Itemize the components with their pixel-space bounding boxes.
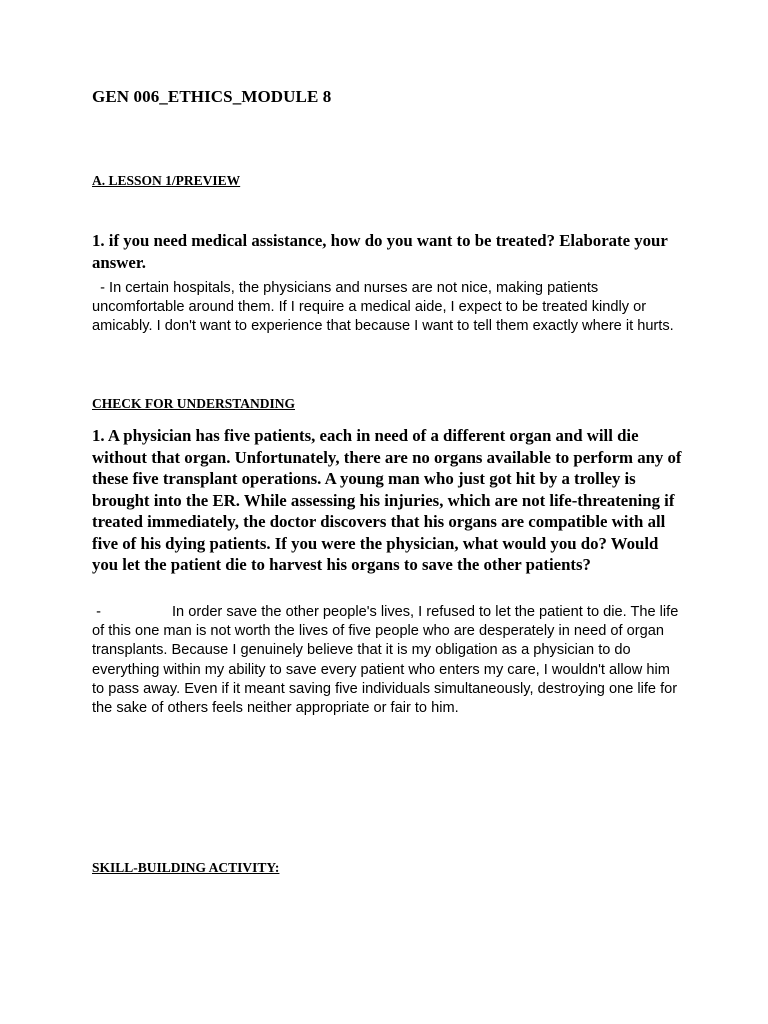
check-for-understanding-question: 1. A physician has five patients, each in need of a different organ and will die without that organ. Unfortunately, there are no organs available to perform any of these five transplant operations. A young man who just got hit by a trolley is brought into the ER. While assessing his injuries, which are not life-threatening if treated immediately, the doctor discovers that his organs are compatible with all five of his dying patients. If you were the physician, what would you do? Would you let the patient die to harvest his organs to save the other patients? <box>92 426 682 574</box>
skill-building-heading: SKILL-BUILDING ACTIVITY: <box>92 860 280 875</box>
check-for-understanding-answer: In order save the other people's lives, I refused to let the patient to die. The life of this one man is not worth the lives of five people who are desperately in need of organ transplants. Because I genuinely believe that it is my obligation as a physician to do everything within my ability to save every patient who enters my care, I wouldn't allow him to pass away. Even if it meant saving five individuals simultaneously, destroying one life for the sake of others feels neither appropriate or fair to him. <box>92 604 683 717</box>
check-for-understanding-heading: CHECK FOR UNDERSTANDING <box>92 396 296 411</box>
lesson-answer: - In certain hospitals, the physicians and nurses are not nice, making patients uncomfortable around them. If I require a medical aide, I expect to be treated kindly or amicably. I don't want to experience that because I want to tell them exactly where it hurts. <box>92 280 674 335</box>
lesson-question: 1. if you need medical assistance, how do you want to be treated? Elaborate your answer. <box>92 231 668 272</box>
document-title: GEN 006_ETHICS_MODULE 8 <box>92 87 332 106</box>
check-for-understanding-answer-block <box>92 603 682 718</box>
answer-dash: - <box>92 604 101 620</box>
lesson-section-heading: A. LESSON 1/PREVIEW <box>92 173 241 188</box>
